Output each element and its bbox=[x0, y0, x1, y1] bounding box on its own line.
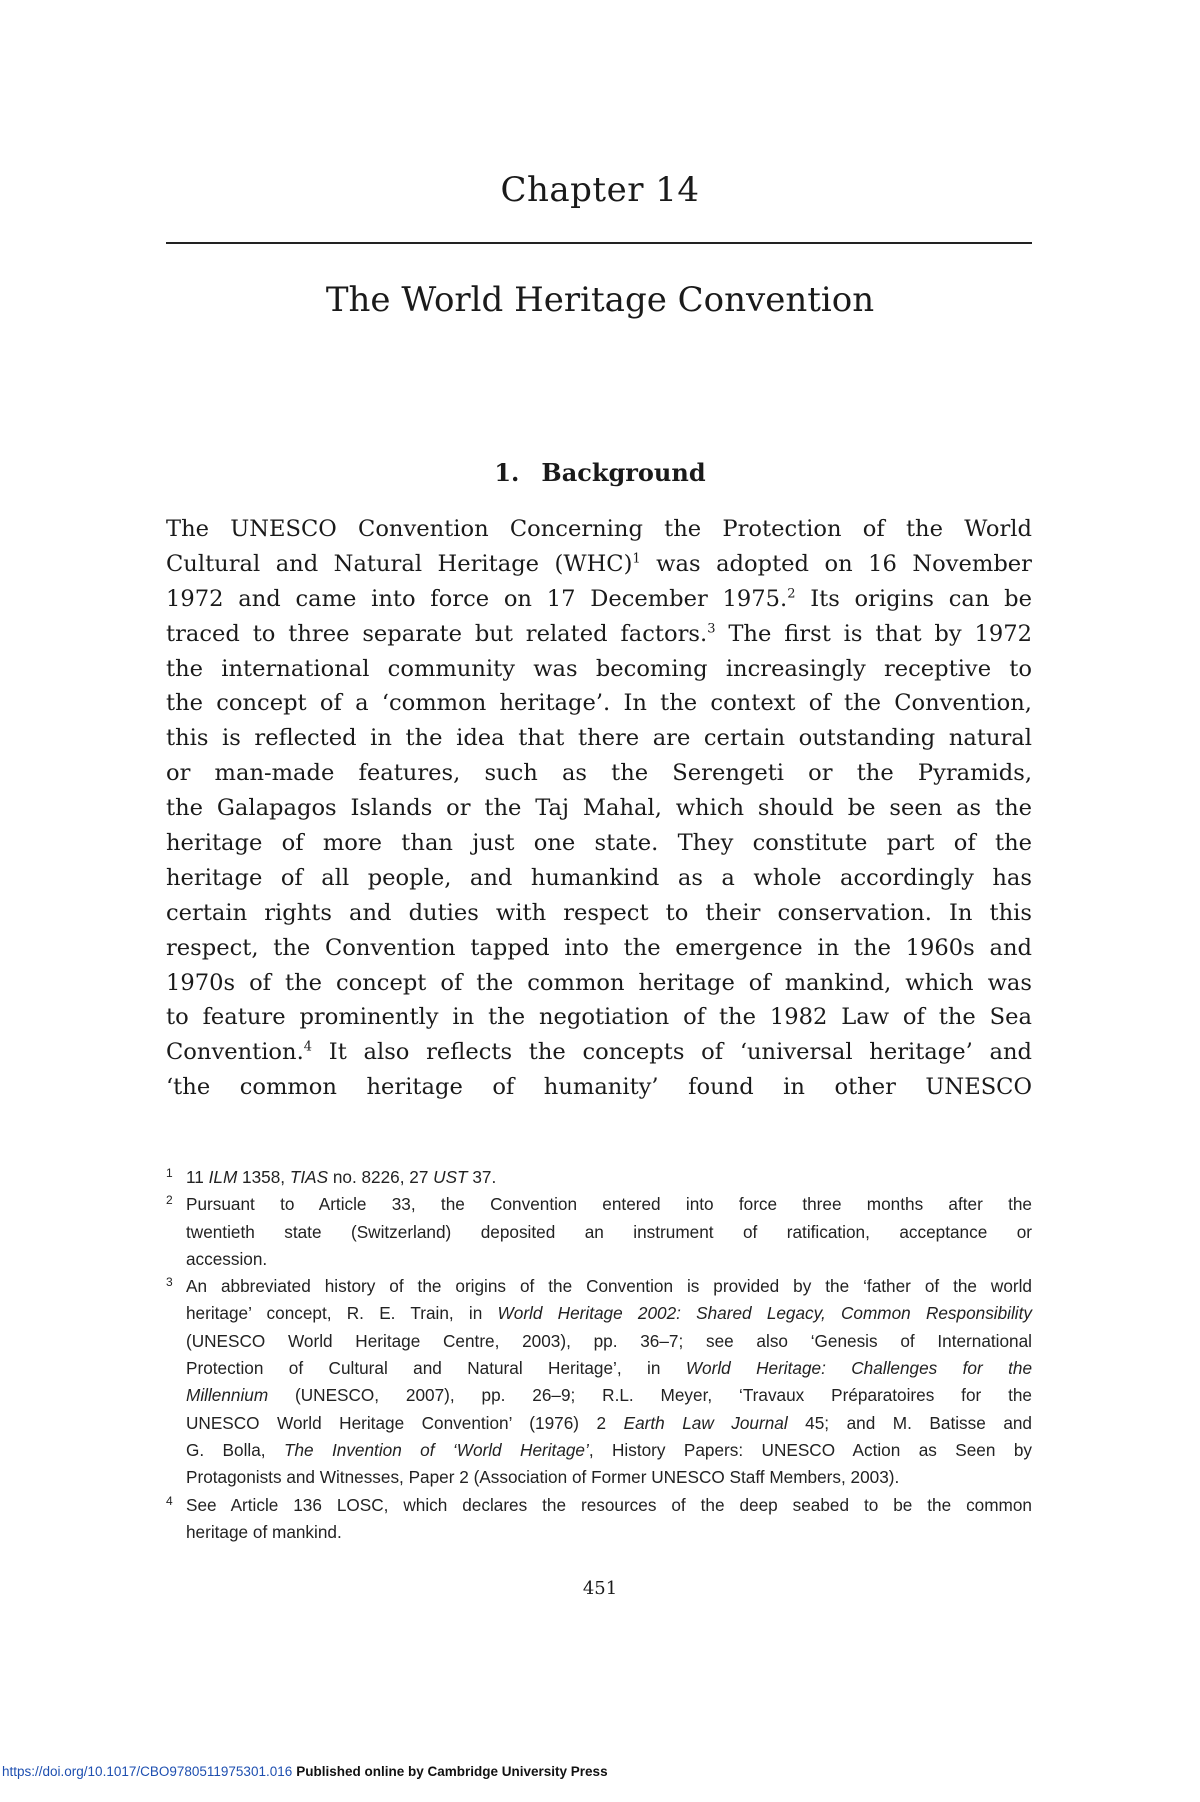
footnote-reference[interactable]: 2 bbox=[787, 586, 796, 602]
section-number: 1. bbox=[494, 458, 520, 487]
footnote-line: Millennium (UNESCO, 2007), pp. 26–9; R.L. Meyer, ‘Travaux Préparatoires for the bbox=[186, 1385, 1032, 1406]
footnote-marker: 1 bbox=[166, 1166, 173, 1180]
chapter-label: Chapter 14 bbox=[500, 170, 700, 210]
body-line: respect, the Convention tapped into the emergence in the 1960s and bbox=[166, 934, 1032, 961]
body-paragraph bbox=[166, 512, 1032, 1105]
footnote-3 bbox=[166, 1273, 1032, 1491]
footnote-line: An abbreviated history of the origins of the Convention is provided by the ‘father of the world bbox=[186, 1276, 1032, 1297]
body-line: 1972 and came into force on 17 December 1975.$^2$ Its origins can be bbox=[166, 585, 1032, 612]
footnote-1 bbox=[166, 1164, 1032, 1191]
body-line: to feature prominently in the negotiation of the 1982 Law of the Sea bbox=[166, 1004, 1032, 1031]
footnote-reference[interactable]: 4 bbox=[303, 1039, 313, 1055]
chapter-title: The World Heritage Convention bbox=[325, 280, 875, 320]
section-heading bbox=[166, 458, 1034, 487]
footnote-line: accession. bbox=[186, 1248, 268, 1269]
footnote-4 bbox=[166, 1492, 1032, 1547]
body-line: 1970s of the concept of the common heritage of mankind, which was bbox=[166, 969, 1032, 996]
body-line: traced to three separate but related factors.$^3$ The first is that by 1972 bbox=[166, 620, 1033, 647]
body-line: or man-made features, such as the Serengeti or the Pyramids, bbox=[166, 760, 1032, 787]
footnote-line: heritage’ concept, R. E. Train, in World Heritage 2002: Shared Legacy, Common Responsibility bbox=[186, 1303, 1032, 1324]
body-line: the international community was becoming increasingly receptive to bbox=[166, 655, 1032, 682]
section-title: Background bbox=[541, 458, 706, 487]
publisher-note: Published online by Cambridge University Press bbox=[296, 1764, 608, 1779]
footnote-reference[interactable]: 3 bbox=[707, 621, 716, 637]
footnote-marker: 2 bbox=[166, 1193, 173, 1208]
body-line: heritage of all people, and humankind as a whole accordingly has bbox=[166, 864, 1032, 891]
body-line: The UNESCO Convention Concerning the Protection of the World bbox=[166, 516, 1032, 542]
footnote-line: See Article 136 LOSC, which declares the resources of the deep seabed to be the common bbox=[186, 1494, 1032, 1515]
footnote-line: heritage of mankind. bbox=[186, 1521, 342, 1542]
body-line: heritage of more than just one state. They constitute part of the bbox=[166, 830, 1032, 857]
body-line: Cultural and Natural Heritage (WHC)$^1$ was adopted on 16 November bbox=[166, 550, 1032, 577]
body-line: this is reflected in the idea that there are certain outstanding natural bbox=[166, 725, 1032, 752]
footnote-line: Protection of Cultural and Natural Heritage’, in World Heritage: Challenges for the bbox=[186, 1358, 1033, 1379]
body-line: the concept of a ‘common heritage’. In the context of the Convention, bbox=[166, 690, 1032, 717]
footnote-marker: 4 bbox=[166, 1493, 173, 1508]
body-line: certain rights and duties with respect to their conservation. In this bbox=[166, 899, 1032, 926]
footnote-line: twentieth state (Switzerland) deposited an instrument of ratification, acceptance or bbox=[186, 1221, 1032, 1242]
footnote-line: 11 ILM 1358, TIAS no. 8226, 27 UST 37. bbox=[186, 1167, 497, 1187]
footnote-line: G. Bolla, The Invention of ‘World Heritage’, History Papers: UNESCO Action as Seen by bbox=[186, 1439, 1032, 1460]
footnote-line: Pursuant to Article 33, the Convention entered into force three months after the bbox=[186, 1194, 1032, 1215]
doi-link[interactable]: https://doi.org/10.1017/CBO9780511975301.016 bbox=[2, 1764, 293, 1779]
footnote-line: Protagonists and Witnesses, Paper 2 (Association of Former UNESCO Staff Members, 2003). bbox=[186, 1467, 900, 1488]
footnote-line: UNESCO World Heritage Convention’ (1976) 2 Earth Law Journal 45; and M. Batisse and bbox=[186, 1412, 1032, 1433]
footnotes bbox=[166, 1164, 1032, 1546]
doi-footer bbox=[2, 1764, 608, 1779]
footnote-line: (UNESCO World Heritage Centre, 2003), pp. 36–7; see also ‘Genesis of International bbox=[186, 1330, 1032, 1351]
footnote-reference[interactable]: 1 bbox=[632, 551, 641, 567]
footnote-marker: 3 bbox=[166, 1275, 173, 1290]
body-line: Convention.$^4$ It also reflects the concepts of ‘universal heritage’ and bbox=[166, 1039, 1032, 1066]
footnote-2 bbox=[166, 1191, 1032, 1273]
chapter-divider bbox=[166, 242, 1032, 244]
page-number: 451 bbox=[582, 1578, 618, 1599]
body-line: the Galapagos Islands or the Taj Mahal, which should be seen as the bbox=[166, 795, 1032, 822]
body-line: ‘the common heritage of humanity’ found in other UNESCO bbox=[166, 1074, 1032, 1101]
